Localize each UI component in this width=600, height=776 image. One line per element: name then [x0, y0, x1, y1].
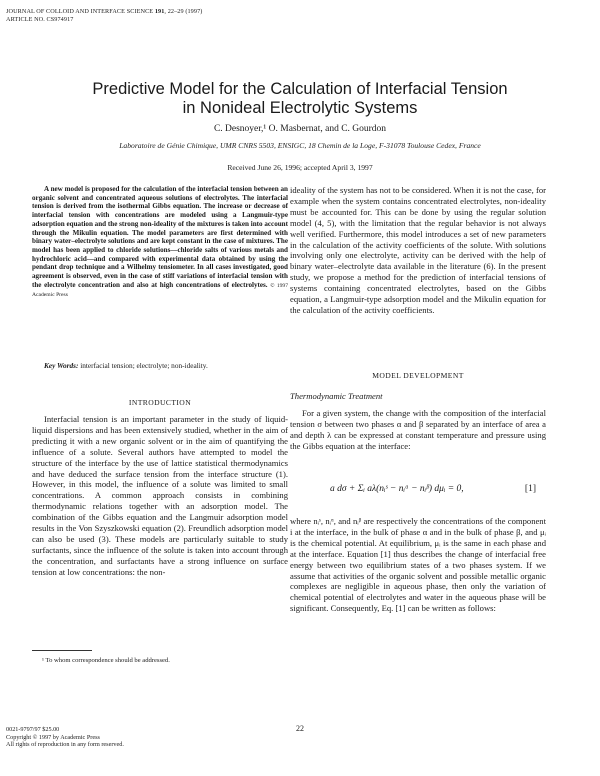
introduction-text: Interfacial tension is an important parameter in the study of liquid-liquid dispersions and has been extensively studied, whether in the aim of predicting it with a new organic solvent or in the aim of quantifying the influence of a solute. Several authors have attempted to model the structure of the interface by the use of lattice statistical thermodynamics and have deduced the surface tension from the interface structure (1). However, in this model, the influence of a solute was limited to small concentrations. A common approach consists in combining thermodynamic relations together with an adsorption model. The combination of the Gibbs equation and the Langmuir adsorption model results in the Von Szyszkowski equation (2). Freundlich adsorption model can also be used (3). These models are particularly suitable to study surfactants, since the influence of the solute is taken into account through the concentration, and surfactants have a strong influence on surface tension at low concentrations: the non- [32, 414, 288, 577]
article-number: ARTICLE NO. CS974917 [6, 16, 74, 23]
title-line-1: Predictive Model for the Calculation of Interfacial Tension [92, 80, 508, 98]
introduction-heading: INTRODUCTION [128, 398, 192, 407]
copyright-block [6, 726, 124, 749]
abstract-text: A new model is proposed for the calculation of the interfacial tension between an organic solvent and concentrated aqueous solutions of electrolytes. The interfacial tension is derived from the isothermal Gibbs equation. The increase or decrease of interfacial tension with concentrations are modeled using a Langmuir-type adsorption equation and the strong non-ideality of the mixtures is taken into account through the Mikulin equation. The model parameters are first determined with binary water–electrolyte solutions and are kept constant in the case of mixtures. The model has been applied to chloride solutions—chloride salts of various metals and hydrochloric acid—and compared with experimental data obtained by using the pendant drop technique and a Wilhelmy tensiometer. In all cases investigated, good agreement is observed, even in the case of stiff variations of interfacial tension with the electrolyte concentration and also at high concentrations of electrolytes. [32, 185, 288, 289]
right-column-paragraph-2: For a given system, the change with the composition of the interfacial tension σ between two phases α and β separated by an interface of area a and depth λ can be expressed at constant temperature and pressure using the Gibbs equation at the interface: [290, 408, 546, 451]
journal-name: JOURNAL OF COLLOID AND INTERFACE SCIENCE [6, 8, 154, 15]
equation-number: [1] [524, 484, 536, 494]
right-column-paragraph-1: ideality of the system has not to be considered. When it is not the case, for example when the system contains concentrated electrolytes, non-ideality must be accounted for. This can be done by using the regular solution model (4, 5), with the limitation that the regular behavior is not always well verified. Furthermore, this model introduces a set of new parameters in the calculation of the activity coefficients of the solute. With solutions involving only one electrolyte, activity can be derived with the help of binary water–electrolyte data available in the literature (6). In the present study, we propose a method for the prediction of interfacial tensions of systems containing concentrated electrolytes, based on the Gibbs equation, a Langmuir-type adsorption model and the Mikulin equation for the calculation of the activity coefficients. [290, 185, 546, 315]
abstract [32, 185, 288, 300]
footnote-divider [32, 650, 92, 651]
equation-1 [290, 482, 546, 502]
keywords [32, 361, 300, 370]
journal-pages-year: , 22–29 (1997) [164, 8, 203, 15]
journal-header [6, 8, 202, 24]
copyright-line: Copyright © 1997 by Academic Press [6, 733, 100, 741]
issn-price: 0021-9797/97 $25.00 [6, 726, 60, 733]
page-number: 22 [296, 724, 304, 733]
authors: C. Desnoyer,¹ O. Masbernat, and C. Gourdon [213, 124, 387, 134]
right-column-paragraph-3: where nᵢˢ, nᵢᵅ, and nᵢᵝ are respectively the concentrations of the component i at the interface, in the bulk of phase α and in the bulk of phase β, and μᵢ is the chemical potential. At equilibrium, μᵢ is the same in each phase and at the interface. Equation [1] thus describes the change of interfacial free energy between two equilibrium states of a two phases system. If we assume that activities of the organic solvent and possible metallic organic complexes are negligible in aqueous phase, then only the variation of chemical potential of electrolytes and water in the aqueous phase will be significant. Consequently, Eq. [1] can be written as follows: [290, 516, 546, 614]
journal-volume: 191 [154, 8, 165, 15]
received-date: Received June 26, 1996; accepted April 3, 1997 [227, 163, 373, 172]
paper-title [0, 80, 600, 118]
model-development-heading: MODEL DEVELOPMENT [372, 371, 464, 380]
rights-line: All rights of reproduction in any form reserved. [6, 741, 124, 749]
subsection-heading: Thermodynamic Treatment [290, 391, 383, 401]
keywords-text: interfacial tension; electrolyte; non-ideality. [78, 361, 208, 370]
keywords-label: Key Words: [44, 361, 79, 370]
title-line-2: in Nonideal Electrolytic Systems [182, 99, 418, 117]
footnote: ¹ To whom correspondence should be addressed. [42, 657, 170, 664]
equation-formula: a dσ + Σᵢ aλ(nᵢˢ − nᵢᵅ − nᵢᵝ) dμᵢ = 0, [330, 484, 464, 494]
affiliation: Laboratoire de Génie Chimique, UMR CNRS 5503, ENSIGC, 18 Chemin de la Loge, F-31078 Toulouse Cedex, France [119, 141, 481, 150]
abstract-copyright: © 1997 Academic Press [32, 282, 289, 299]
